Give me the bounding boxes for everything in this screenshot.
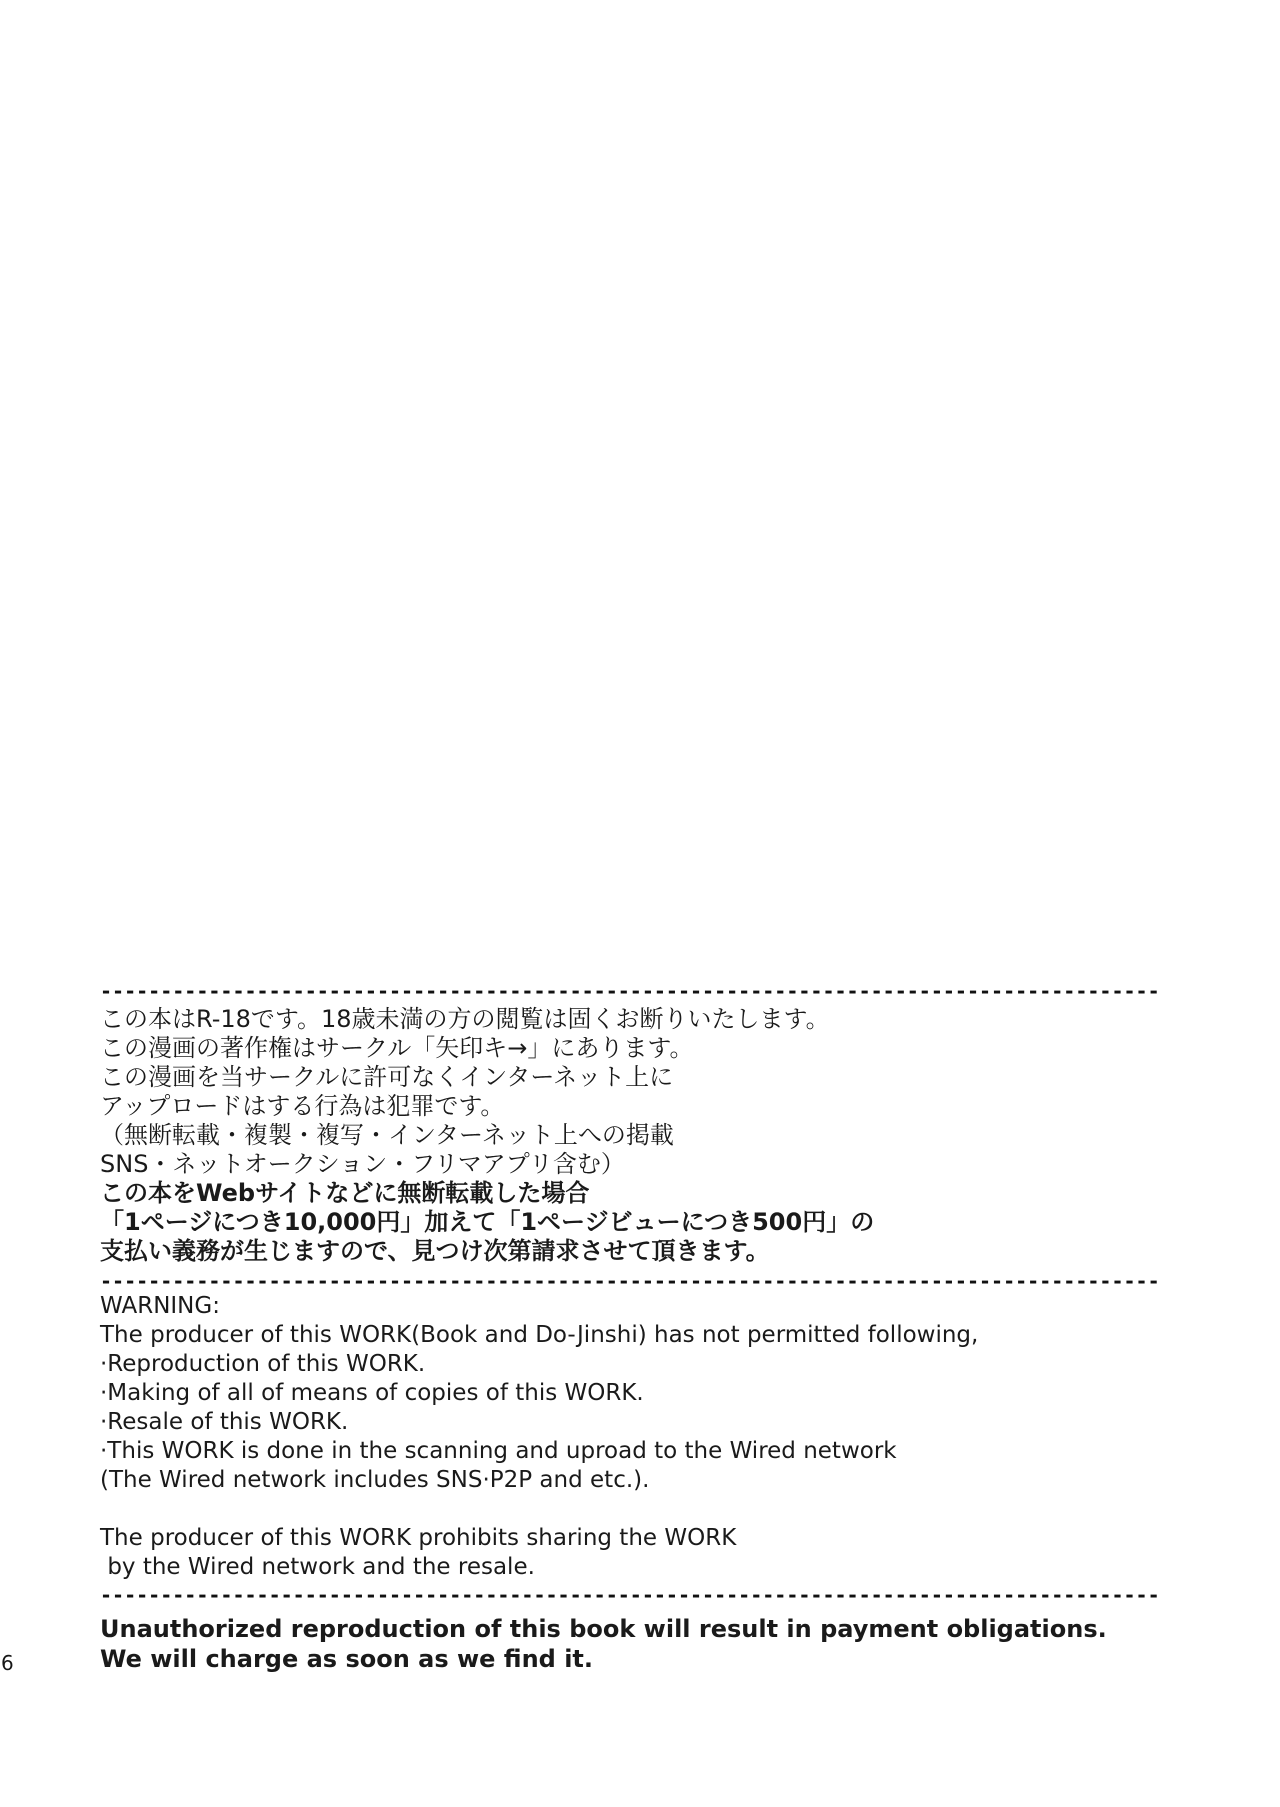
copyright-notice-block bbox=[100, 984, 1180, 1674]
en-warning-line: by the Wired network and the resale. bbox=[100, 1554, 535, 1580]
jp-notice-line: アップロードはする行為は犯罪です。 bbox=[100, 1092, 505, 1120]
en-warning-line: The producer of this WORK prohibits sharing the WORK bbox=[100, 1525, 737, 1551]
footer-notice-line: Unauthorized reproduction of this book will result in payment obligations. bbox=[100, 1615, 1107, 1643]
jp-notice-line-bold: 「1ページにつき10,000円」加えて「1ページビューにつき500円」の bbox=[100, 1208, 875, 1236]
dashed-divider-top: ---------------------------------------------------------------------------------------- bbox=[100, 984, 1160, 998]
english-warning bbox=[100, 1292, 1180, 1582]
jp-notice-line-bold: この本をWebサイトなどに無断転載した場合 bbox=[100, 1179, 590, 1207]
dashed-divider-bottom: ---------------------------------------------------------------------------------------- bbox=[100, 1588, 1160, 1602]
en-warning-line: ·Making of all of means of copies of this WORK. bbox=[100, 1380, 644, 1406]
en-warning-blank-line bbox=[100, 1495, 1180, 1524]
jp-notice-line: この本はR-18です。18歳未満の方の閲覧は固くお断りいたします。 bbox=[100, 1005, 830, 1033]
dashed-divider-middle: ---------------------------------------------------------------------------------------- bbox=[100, 1274, 1160, 1288]
footer-notice-line: We will charge as soon as we find it. bbox=[100, 1645, 594, 1673]
en-warning-line: ·This WORK is done in the scanning and uproad to the Wired network bbox=[100, 1438, 897, 1464]
en-warning-line: (The Wired network includes SNS·P2P and etc.). bbox=[100, 1467, 650, 1493]
jp-notice-line: この漫画を当サークルに許可なくインターネット上に bbox=[100, 1063, 674, 1091]
warning-heading: WARNING: bbox=[100, 1293, 220, 1319]
en-warning-line: The producer of this WORK(Book and Do-Jinshi) has not permitted following, bbox=[100, 1322, 979, 1348]
jp-notice-line-bold: 支払い義務が生じますので、見つけ次第請求させて頂きます。 bbox=[100, 1237, 770, 1265]
en-warning-line: ·Reproduction of this WORK. bbox=[100, 1351, 426, 1377]
japanese-notice bbox=[100, 1005, 1180, 1266]
jp-notice-line: この漫画の著作権はサークル「矢印キ→」にあります。 bbox=[100, 1034, 694, 1062]
en-warning-line: ·Resale of this WORK. bbox=[100, 1409, 349, 1435]
jp-notice-line: SNS・ネットオークション・フリマアプリ含む） bbox=[100, 1150, 625, 1178]
jp-notice-line: （無断転載・複製・複写・インターネット上への掲載 bbox=[100, 1121, 674, 1149]
payment-obligation-notice bbox=[100, 1614, 1180, 1674]
page-number: 6 bbox=[1, 1651, 14, 1675]
